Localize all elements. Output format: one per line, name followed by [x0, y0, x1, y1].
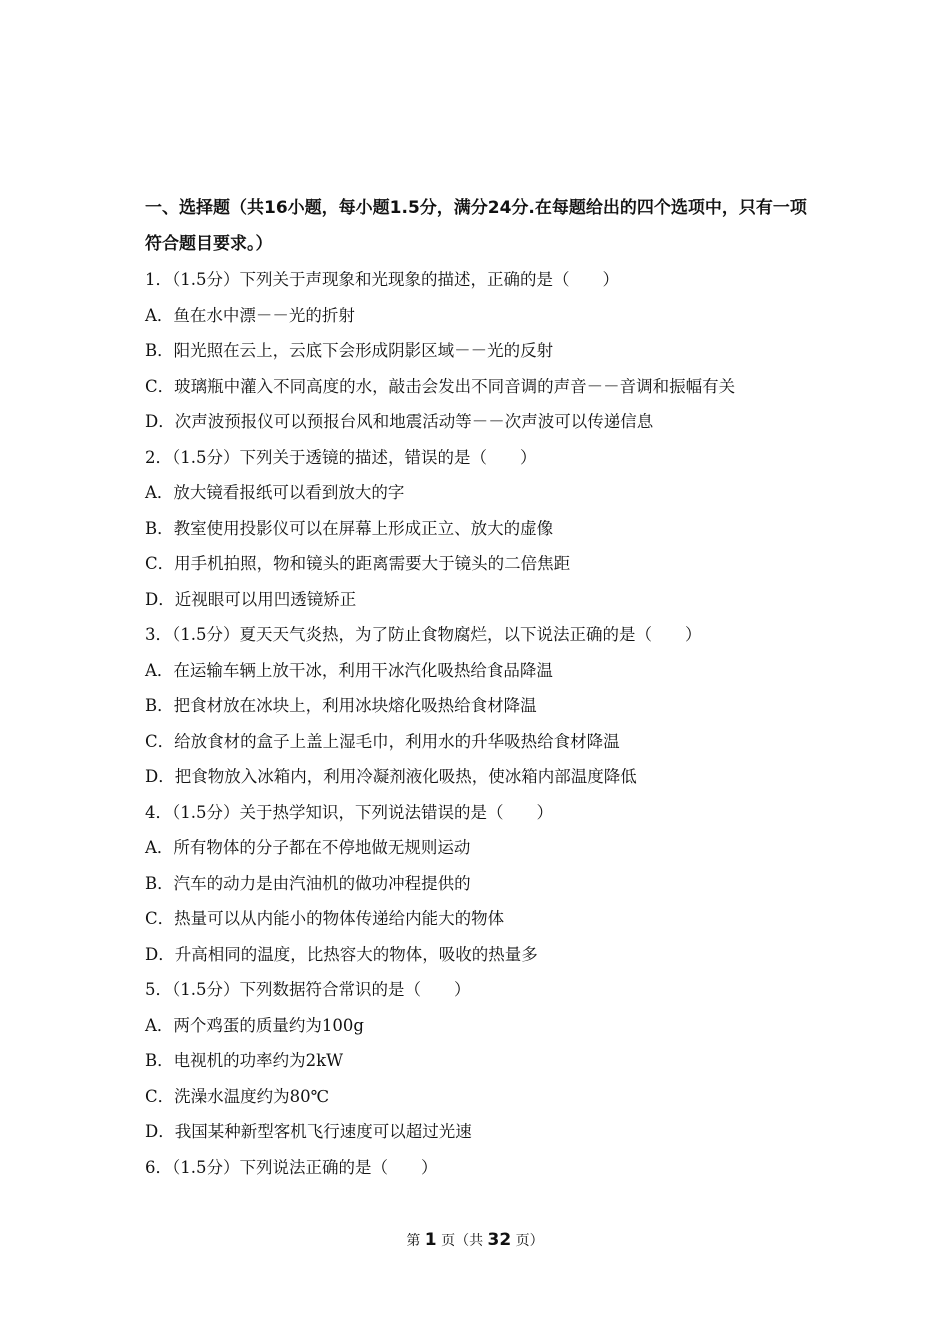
footer-suffix: 页） — [515, 1233, 544, 1249]
option-b: B．电视机的功率约为2kW — [145, 1051, 344, 1070]
question-1 — [145, 262, 815, 440]
footer-prefix: 第 — [406, 1233, 421, 1249]
option-a: A．所有物体的分子都在不停地做无规则运动 — [145, 838, 471, 857]
question-stem: 5．（1.5分）下列数据符合常识的是（ ） — [145, 980, 471, 999]
page-footer — [0, 1228, 950, 1253]
page-number: 1 — [424, 1230, 437, 1250]
option-d: D．近视眼可以用凹透镜矫正 — [145, 589, 357, 609]
option-d: D．次声波预报仪可以预报台风和地震活动等－－次声波可以传递信息 — [145, 412, 654, 431]
option-d: D．升高相同的温度，比热容大的物体，吸收的热量多 — [145, 944, 538, 964]
option-b: B．阳光照在云上，云底下会形成阴影区域－－光的反射 — [145, 341, 554, 360]
option-b: B．教室使用投影仪可以在屏幕上形成正立、放大的虚像 — [145, 518, 554, 538]
question-2 — [145, 440, 815, 618]
question-stem: 6．（1.5分）下列说法正确的是（ ） — [145, 1157, 438, 1177]
option-c: C．洗澡水温度约为80℃ — [145, 1086, 330, 1106]
option-a: A．在运输车辆上放干冰，利用干冰汽化吸热给食品降温 — [145, 660, 553, 680]
question-list — [145, 262, 815, 1185]
section-heading: 一、选择题（共16小题，每小题1.5分，满分24分.在每题给出的四个选项中，只有一项符合题目要求。） — [145, 198, 807, 254]
question-5 — [145, 972, 815, 1150]
option-c: C．用手机拍照，物和镜头的距离需要大于镜头的二倍焦距 — [145, 554, 571, 573]
question-4 — [145, 795, 815, 973]
option-a: A．两个鸡蛋的质量约为100g — [145, 1015, 364, 1035]
question-3 — [145, 617, 815, 795]
question-stem: 3．（1.5分）夏天天气炎热，为了防止食物腐烂，以下说法正确的是（ ） — [145, 625, 702, 644]
question-stem: 2．（1.5分）下列关于透镜的描述，错误的是（ ） — [145, 447, 537, 467]
option-a: A．鱼在水中漂－－光的折射 — [145, 305, 355, 325]
question-stem: 4．（1.5分）关于热学知识，下列说法错误的是（ ） — [145, 802, 553, 822]
option-c: C．玻璃瓶中灌入不同高度的水，敲击会发出不同音调的声音－－音调和振幅有关 — [145, 376, 736, 396]
option-c: C．给放食材的盒子上盖上湿毛巾，利用水的升华吸热给食材降温 — [145, 731, 620, 751]
question-6 — [145, 1150, 815, 1186]
option-b: B．把食材放在冰块上，利用冰块熔化吸热给食材降温 — [145, 696, 537, 715]
page-total: 32 — [487, 1230, 512, 1250]
footer-middle: 页（共 — [441, 1233, 484, 1249]
option-d: D．我国某种新型客机飞行速度可以超过光速 — [145, 1122, 472, 1141]
option-a: A．放大镜看报纸可以看到放大的字 — [145, 483, 405, 502]
option-b: B．汽车的动力是由汽油机的做功冲程提供的 — [145, 873, 471, 893]
option-d: D．把食物放入冰箱内，利用冷凝剂液化吸热，使冰箱内部温度降低 — [145, 767, 637, 786]
question-stem: 1．（1.5分）下列关于声现象和光现象的描述，正确的是（ ） — [145, 270, 619, 289]
option-c: C．热量可以从内能小的物体传递给内能大的物体 — [145, 909, 505, 928]
